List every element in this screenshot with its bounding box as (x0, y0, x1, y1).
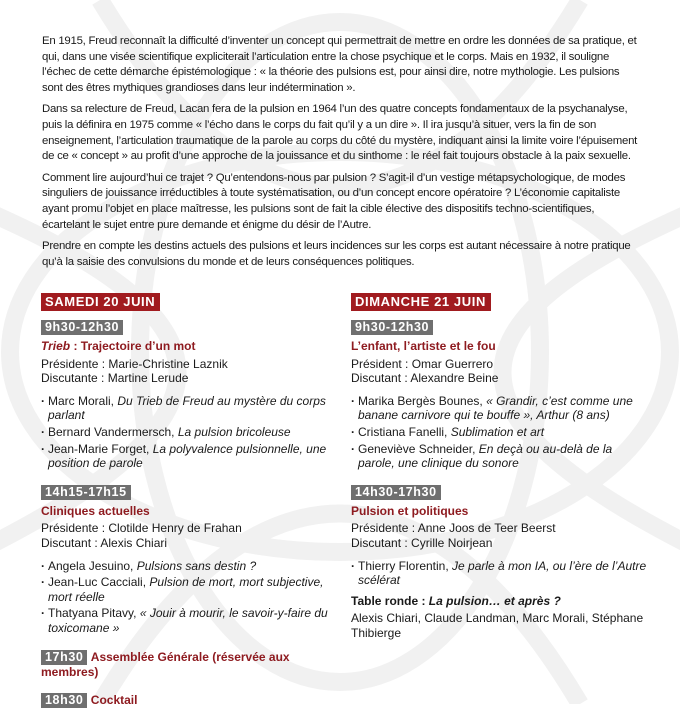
talk-item (41, 394, 341, 423)
talk-list (351, 394, 651, 471)
talk-speaker: Marc Morali, (48, 393, 118, 408)
session-title: L’enfant, l’artiste et le fou (351, 339, 496, 353)
talk-list (41, 559, 341, 636)
session-sunday-afternoon (351, 485, 651, 641)
talk-title: « Jouir à mourir, le savoir-y-faire du toxicomane » (48, 606, 328, 635)
session-title (41, 339, 341, 354)
time-badge: 14h15-17h15 (41, 485, 131, 500)
time-badge: 18h30 (41, 693, 87, 708)
session-title: Cliniques actuelles (41, 503, 150, 518)
talk-item (41, 425, 341, 440)
roundtable-title: La pulsion… et après ? (428, 593, 561, 608)
talk-item (351, 559, 651, 588)
roundtable (351, 594, 651, 641)
roundtable-label: Table ronde : (351, 593, 429, 608)
talk-item (351, 442, 651, 471)
talk-title: Du Trieb de Freud au mystère du corps parlant (48, 393, 326, 423)
talk-speaker: Thatyana Pitavy, (48, 606, 140, 621)
talk-speaker: Jean-Luc Cacciali, (48, 575, 150, 590)
session-roles (41, 521, 341, 550)
session-title-rest: : Trajectoire d’un mot (70, 339, 196, 353)
event-label: Cocktail (90, 693, 138, 708)
saturday-column (41, 293, 341, 708)
talk-title: La polyvalence pulsionnelle, une position de parole (48, 441, 327, 471)
talk-title: La pulsion bricoleuse (177, 424, 291, 439)
president: Présidente : Clotilde Henry de Frahan (41, 521, 242, 536)
session-title-italic: Trieb (41, 339, 71, 353)
talk-speaker: Thierry Florentin, (358, 558, 453, 573)
talk-item (41, 559, 341, 574)
time-badge: 9h30-12h30 (41, 320, 123, 335)
talk-list (41, 394, 341, 471)
day-badge-sunday: DIMANCHE 21 JUIN (351, 293, 491, 311)
intro-paragraph: Dans sa relecture de Freud, Lacan fera de la pulsion en 1964 l’un des quatre concepts fondamentaux de la psychanalyse, puis la définira en 1975 comme « l’écho dans le corps du fait qu’il y a un dire ». Il ira jusqu’à situer, vers la fin de son enseignement, l’articulation traumatique de la parole au corps du côté du mystère, indiquant ainsi la limite voire l’épuisement de ce « concept » au profit d’une approche de la jouissance et du sinthome : le réel fait toujours obstacle à la paix sexuelle. (42, 103, 638, 163)
day-badge-saturday: SAMEDI 20 JUIN (41, 293, 160, 311)
talk-title: Pulsions sans destin ? (136, 558, 257, 573)
session-title: Pulsion et politiques (351, 503, 469, 518)
roundtable-participants: Alexis Chiari, Claude Landman, Marc Morali, Stéphane Thibierge (351, 611, 644, 640)
talk-speaker: Bernard Vandermersch, (48, 424, 178, 439)
talk-item (351, 394, 651, 423)
intro-paragraph: Comment lire aujourd’hui ce trajet ? Qu’entendons-nous par pulsion ? S’agit-il d’un vestige métapsychologique, de modes singuliers de jouissance irréductibles à toute systématisation, ou d’un concept encore opératoire ? L’économie capitaliste ayant promu l’objet en place maîtresse, les pulsions sont de fait la cible élective des dispositifs techno-scientifiques, écartelant le sujet entre pure demande et énigme du désir de l’Autre. (42, 171, 626, 231)
talk-title: Je parle à mon IA, ou l’ère de l’Autre scélérat (358, 558, 647, 588)
session-roles (351, 357, 651, 386)
assembly-event (41, 650, 341, 680)
session-roles (41, 357, 341, 386)
cocktail-event (41, 693, 341, 708)
discussant: Discutant : Alexandre Beine (351, 371, 499, 386)
talk-title: En deçà ou au-delà de la parole, une clinique du sonore (358, 441, 613, 471)
discussant: Discutant : Alexis Chiari (41, 535, 168, 550)
talk-list (351, 559, 651, 588)
talk-title: « Grandir, c’est comme une banane carnivore qui te bouffe », Arthur (8 ans) (358, 393, 633, 423)
discussant: Discutant : Cyrille Noirjean (351, 535, 493, 550)
talk-item (351, 425, 651, 440)
session-saturday-morning (41, 320, 341, 471)
president: Présidente : Anne Joos de Teer Beerst (351, 521, 556, 536)
president: Présidente : Marie-Christine Laznik (41, 356, 228, 371)
time-badge: 17h30 (41, 650, 87, 665)
talk-title: Pulsion de mort, mort subjective, mort réelle (48, 575, 324, 604)
talk-speaker: Geneviève Schneider, (358, 441, 479, 456)
talk-item (41, 606, 341, 635)
time-badge: 9h30-12h30 (351, 320, 433, 335)
discussant: Discutante : Martine Lerude (41, 371, 189, 386)
intro-paragraph: Prendre en compte les destins actuels des pulsions et leurs incidences sur les corps est autant nécessaire à notre pratique qu’à la saisie des convulsions du monde et de leurs conséquences politiques. (42, 240, 631, 268)
session-roles (351, 521, 651, 550)
talk-speaker: Cristiana Fanelli, (358, 424, 451, 439)
time-badge: 14h30-17h30 (351, 485, 441, 500)
event-label: Assemblée Générale (réservée aux membres) (41, 649, 290, 679)
intro-paragraph: En 1915, Freud reconnaît la difficulté d’inventer un concept qui permettrait de mettre en ordre les données de sa pratique, et qui, dans une visée scientifique expliciterait l’articulation entre la chose psychique et le corps. Mais en 1932, il souligne l’échec de cette démarche épistémologique : « la théorie des pulsions est, pour ainsi dire, notre mythologie. Les pulsions sont des êtres mythiques grandioses dans leur indétermination ». (42, 35, 637, 94)
talk-item (41, 442, 341, 471)
roundtable-heading (351, 594, 651, 609)
sunday-column (351, 293, 651, 641)
session-sunday-morning (351, 320, 651, 471)
talk-item (41, 575, 341, 604)
talk-speaker: Jean-Marie Forget, (48, 441, 153, 456)
intro-text (42, 34, 642, 276)
session-saturday-afternoon (41, 485, 341, 636)
talk-speaker: Marika Bergès Bounes, (358, 393, 487, 408)
talk-title: Sublimation et art (450, 424, 545, 439)
president: Président : Omar Guerrero (351, 356, 494, 371)
talk-speaker: Angela Jesuino, (48, 558, 137, 573)
